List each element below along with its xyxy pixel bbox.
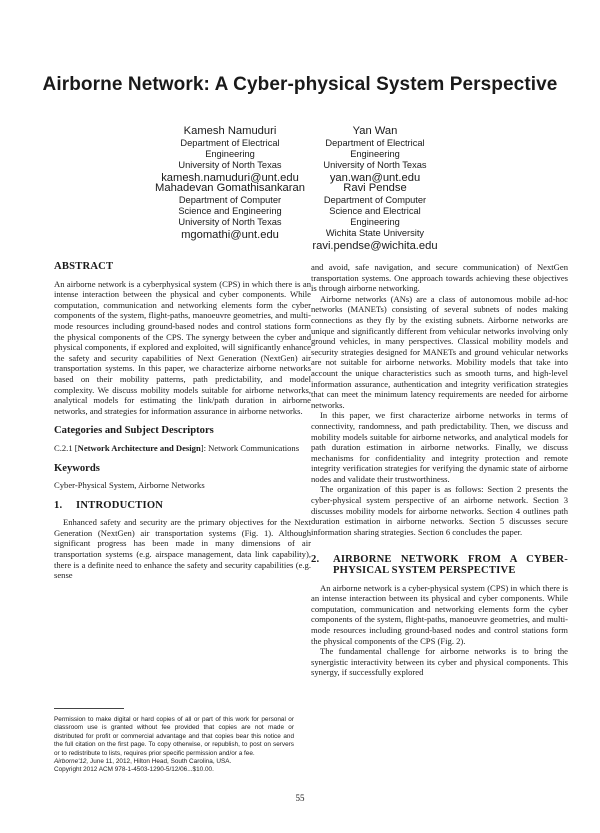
author-email: mgomathi@unt.edu: [181, 229, 279, 241]
categories-heading: Categories and Subject Descriptors: [54, 425, 214, 437]
author-name: Kamesh Namuduri: [183, 125, 277, 137]
section2-paragraph: An airborne network is a cyber-physical system (CPS) in which there is an intense interaction between its physical and cyber components. While computation, communication and networking elements form the cyber components of the system, flight-paths, manoeuvre geometries, and multi-mode resources including ground-based nodes and control stations form the physical components of the CPS (Fig. 2).: [311, 582, 568, 646]
author-email: kamesh.namuduri@unt.edu: [161, 172, 299, 184]
footnote-rule: [54, 708, 124, 709]
author-block-pendse: [300, 181, 450, 253]
author-affiliation: University of North Texas: [323, 160, 427, 170]
author-affiliation: Department of Electrical: [325, 138, 425, 148]
keywords-text: Cyber-Physical System, Airborne Networks: [54, 480, 205, 491]
right-column: [311, 262, 568, 678]
intro-paragraph: Enhanced safety and security are the primary objectives for the Next Generation (NextGen) air transportation systems (Fig. 1). Although significant progress has been made in many dimensions of air transportation systems (e.g. airspace management, data link capability), there is a definite need to enhance the safety and security capabilities (e.g. sense: [54, 517, 311, 581]
author-affiliation: Engineering: [350, 217, 400, 227]
author-affiliation: University of North Texas: [178, 160, 282, 170]
left-column: [54, 262, 311, 581]
author-affiliation: Wichita State University: [325, 228, 425, 238]
intro-paragraph-continued: and avoid, safe navigation, and secure communication) of NextGen transportation systems. One approach towards achieving these objectives is through airborne networking.: [311, 262, 568, 294]
page-number: 55: [295, 793, 305, 803]
author-email: yan.wan@unt.edu: [329, 172, 421, 184]
author-block-wan: [300, 124, 450, 185]
keywords-heading: Keywords: [54, 462, 100, 474]
intro-heading: 1. INTRODUCTION: [54, 499, 164, 511]
author-affiliation: Department of Electrical: [180, 138, 280, 148]
section2-heading: 2. AIRBORNE NETWORK FROM A CYBER-PHYSICAL SYSTEM PERSPECTIVE: [311, 554, 568, 577]
author-name: Ravi Pendse: [343, 182, 407, 194]
author-name: Yan Wan: [352, 125, 398, 137]
abstract-heading: ABSTRACT: [54, 261, 114, 272]
categories-text: C.2.1 [Network Architecture and Design]: Network Communications: [54, 442, 300, 453]
venue-line: Airborne'12, June 11, 2012, Hilton Head, South Carolina, USA.: [54, 758, 232, 766]
author-affiliation: University of North Texas: [178, 217, 282, 227]
categories-bold: Network Architecture and Design: [77, 442, 201, 453]
author-email: ravi.pendse@wichita.edu: [312, 240, 438, 252]
intro-paragraph: In this paper, we first characterize airborne networks in terms of connectivity, randomness, and path predictability. Then, we discuss and mobility models suitable for airborne networks, and analytical models for path duration estimation in airborne networks. Finally, we discuss mechanisms for confidentiality and integrity protection and remote integrity verification strategies for verifying the dynamic state of airborne nodes and validate their trustworthiness.: [311, 410, 568, 484]
author-affiliation: Science and Engineering: [178, 206, 282, 216]
intro-paragraph: The organization of this paper is as follows: Section 2 presents the cyber-physical system perspective of an airborne network. Section 3 discusses mobility models for airborne networks. Section 4 outlines path duration estimation in airborne networks. Section 5 discusses secure information sharing strategies. Section 6 concludes the paper.: [311, 484, 568, 537]
permission-text: Permission to make digital or hard copies of all or part of this work for personal or classroom use is granted without fee provided that copies are not made or distributed for profit or commercial advantage and that copies bear this notice and the full citation on the first page. To copy otherwise, or republish, to post on servers or to redistribute to lists, requires prior specific permission and/or a fee.: [54, 716, 294, 757]
copyright-line: Copyright 2012 ACM 978-1-4503-1290-5/12/06...$10.00.: [54, 766, 214, 774]
author-affiliation: Engineering: [205, 149, 255, 159]
author-affiliation: Department of Computer: [323, 195, 427, 205]
paper-title: Airborne Network: A Cyber-physical System Perspective: [42, 74, 558, 95]
author-affiliation: Engineering: [350, 149, 400, 159]
author-affiliation: Department of Computer: [178, 195, 282, 205]
intro-paragraph: Airborne networks (ANs) are a class of autonomous mobile ad-hoc networks (MANETs) consisting of several subnets of nodes making connections as they fly by the existing subnets. Airborne networks are unique and significantly different from vehicular networks involving only ground vehicles, in many perspectives. Classical mobility models and security strategies designed for MANETs and ground vehicular networks are not suitable for airborne networks. Mobility models that take into account the unique characteristics such as smooth turns, and high-level information assurance, authentication and integrity verification strategies that can meet the minimum latency requirements are needed for airborne networks.: [311, 293, 568, 410]
author-block-namuduri: [150, 124, 310, 185]
section2-paragraph: The fundamental challenge for airborne networks is to bring the synergistic interactivity between its cyber and physical components. This synergy, if successfully explored: [311, 646, 568, 678]
author-affiliation: Science and Electrical: [329, 206, 421, 216]
abstract-text: An airborne network is a cyberphysical system (CPS) in which there is an intense interaction between the physical and cyber components. While computation, communication and networking elements form the cyber components of the system, flight-paths, manoeuvre geometries, and multi-mode resources including ground-based nodes and control stations form the physical components of the CPS. The synergy between the cyber and physical components, if explored and exploited, will significantly enhance the safety and security capabilities of Next Generation (NextGen) air transportation systems. In this paper, we characterize airborne networks based on their mobility patterns, path predictability, and model complexity. We discuss mobility models suitable for airborne networks, analytical models for estimating the link/path duration in airborne networks, and strategies for information assurance in airborne networks.: [54, 278, 311, 416]
author-name: Mahadevan Gomathisankaran: [155, 182, 305, 194]
permission-notice: [54, 716, 294, 775]
